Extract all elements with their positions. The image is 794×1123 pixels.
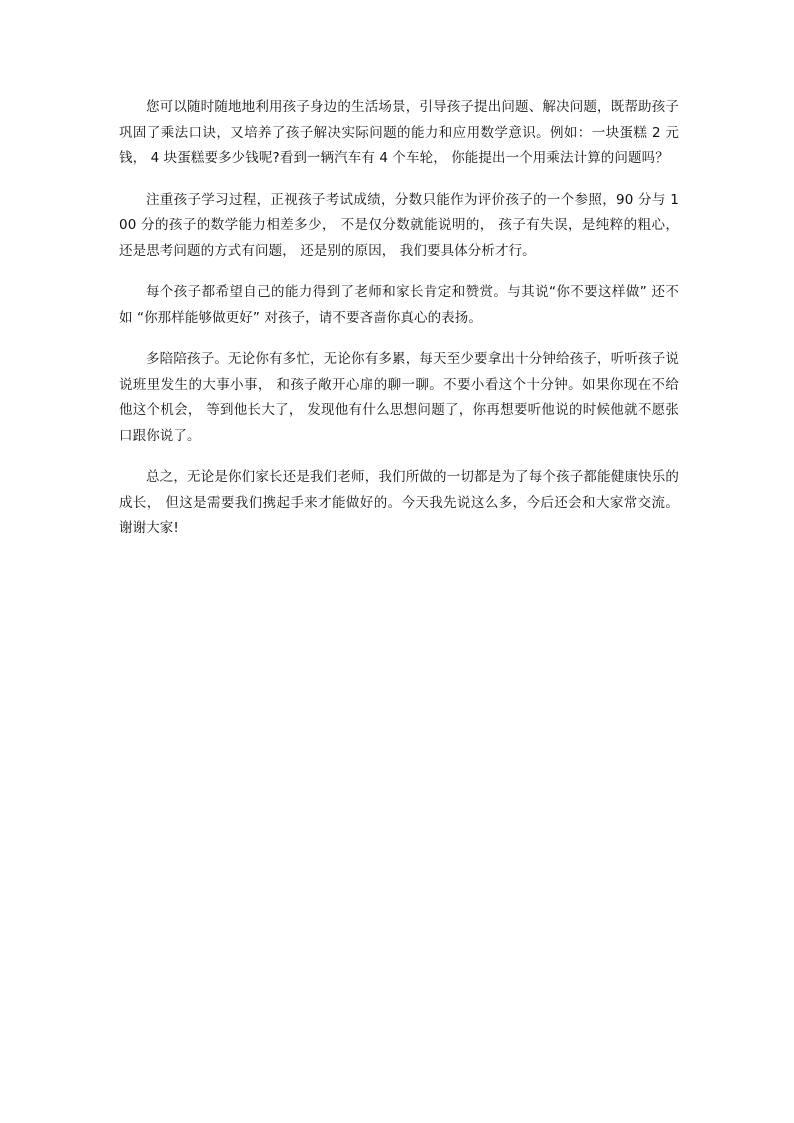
paragraph-praise: 每个孩子都希望自己的能力得到了老师和家长肯定和赞赏。与其说“你不要这样做” 还不如 “你那样能够做更好” 对孩子，请不要吝啬你真心的表扬。 (119, 284, 679, 326)
paragraph-conclusion: 总之，无论是你们家长还是我们老师，我们所做的一切都是为了每个孩子都能健康快乐的成长， 但这是需要我们携起手来才能做好的。今天我先说这么多，今后还会和大家常交流。谢谢大家! (119, 469, 679, 536)
document-body (119, 95, 679, 558)
paragraph-multiplication-life-scenes: 您可以随时随地地利用孩子身边的生活场景，引导孩子提出问题、解决问题，既帮助孩子巩固了乘法口诀，又培养了孩子解决实际问题的能力和应用数学意识。例如：一块蛋糕 2 元钱， 4 块蛋糕要多少钱呢?看到一辆汽车有 4 个车轮， 你能提出一个用乘法计算的问题吗？ (119, 99, 679, 166)
paragraph-learning-process: 注重孩子学习过程，正视孩子考试成绩，分数只能作为评价孩子的一个参照，90 分与 100 分的孩子的数学能力相差多少， 不是仅分数就能说明的， 孩子有失误，是纯粹的粗心， 还是思考问题的方式有问题， 还是别的原因， 我们要具体分析才行。 (119, 191, 679, 259)
paragraph-accompany-child: 多陪陪孩子。无论你有多忙，无论你有多累，每天至少要拿出十分钟给孩子，听听孩子说说班里发生的大事小事， 和孩子敞开心扉的聊一聊。不要小看这个十分钟。如果你现在不给他这个机会， 等到他长大了， 发现他有什么思想问题了，你再想要听他说的时候他就不愿张口跟你说了。 (119, 351, 679, 444)
